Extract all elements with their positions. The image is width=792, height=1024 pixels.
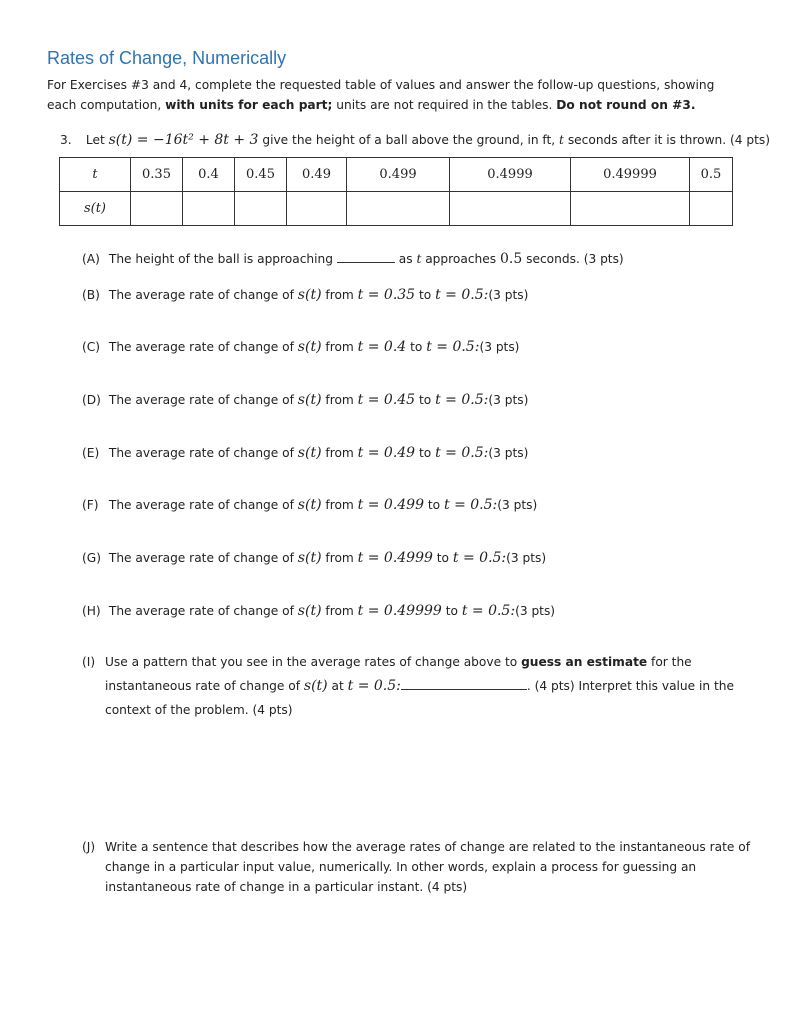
table-cell-input: 0.4999 bbox=[450, 158, 571, 192]
question-a-value: 0.5 bbox=[499, 251, 523, 267]
question-i bbox=[82, 650, 752, 722]
interval-end: t = 0.5: bbox=[435, 392, 489, 408]
interval-end: t = 0.5: bbox=[444, 497, 498, 513]
question-i-point: t = 0.5: bbox=[347, 678, 401, 694]
table-cell-input: 0.49999 bbox=[571, 158, 690, 192]
rate-prefix: The average rate of change of bbox=[108, 551, 294, 565]
question-i-body bbox=[105, 650, 752, 722]
instructions-text-1: For Exercises #3 and 4, complete the requested table of values and answer the follow-up questions, showing each computation, bbox=[47, 78, 715, 112]
question-j bbox=[82, 837, 752, 897]
interval-start: t = 0.4 bbox=[357, 339, 407, 355]
instructions-bold-1: with units for each part; bbox=[165, 98, 333, 112]
instructions-bold-2: Do not round on #3. bbox=[556, 98, 696, 112]
question-label: (E) bbox=[82, 446, 100, 460]
rate-prefix: The average rate of change of bbox=[108, 498, 294, 512]
question-e bbox=[82, 445, 528, 461]
question-a-approaches: approaches bbox=[425, 252, 497, 266]
table-header-s: s(t) bbox=[60, 192, 131, 226]
question-label: (B) bbox=[82, 288, 100, 302]
question-a-tail: seconds. (3 pts) bbox=[526, 252, 624, 266]
to-word: to bbox=[427, 498, 441, 512]
page-title: Rates of Change, Numerically bbox=[47, 48, 287, 68]
to-word: to bbox=[410, 340, 423, 354]
exercise-number: 3. bbox=[60, 133, 72, 147]
question-label: (I) bbox=[82, 655, 96, 669]
rate-prefix: The average rate of change of bbox=[108, 393, 294, 407]
question-c bbox=[82, 339, 519, 355]
interval-end: t = 0.5: bbox=[461, 603, 516, 619]
answer-blank[interactable] bbox=[401, 677, 527, 690]
height-formula: s(t) = −16t² + 8t + 3 bbox=[108, 132, 259, 148]
exercise-tail: seconds after it is thrown. (4 pts) bbox=[567, 133, 771, 147]
interval-start: t = 0.35 bbox=[357, 287, 416, 303]
table-cell-answer[interactable] bbox=[347, 192, 450, 226]
interval-start: t = 0.49999 bbox=[357, 603, 442, 619]
interval-start: t = 0.45 bbox=[357, 392, 416, 408]
question-b bbox=[82, 287, 528, 303]
table-cell-input: 0.45 bbox=[235, 158, 287, 192]
instructions-text-2: units are not required in the tables. bbox=[332, 98, 557, 112]
question-i-text-2: for the instantaneous rate of change of bbox=[105, 655, 692, 693]
function-name: s(t) bbox=[297, 445, 322, 461]
function-name: s(t) bbox=[297, 497, 322, 513]
table-cell-answer[interactable] bbox=[690, 192, 733, 226]
interval-start: t = 0.49 bbox=[357, 445, 416, 461]
points: (3 pts) bbox=[506, 551, 547, 565]
table-cell-answer[interactable] bbox=[450, 192, 571, 226]
rate-prefix: The average rate of change of bbox=[108, 446, 294, 460]
to-word: to bbox=[418, 446, 432, 460]
table-row-t bbox=[60, 158, 733, 192]
question-i-text-1: Use a pattern that you see in the average rates of change above to bbox=[105, 655, 522, 669]
interval-end: t = 0.5: bbox=[435, 445, 489, 461]
exercise-lead: Let bbox=[85, 133, 105, 147]
rate-prefix: The average rate of change of bbox=[108, 288, 294, 302]
table-cell-answer[interactable] bbox=[131, 192, 183, 226]
exercise-text: give the height of a ball above the ground, in ft, bbox=[262, 133, 556, 147]
rate-prefix: The average rate of change of bbox=[108, 340, 294, 354]
interval-end: t = 0.5: bbox=[435, 287, 489, 303]
table-cell-input: 0.4 bbox=[183, 158, 235, 192]
question-h bbox=[82, 603, 555, 619]
table-cell-answer[interactable] bbox=[183, 192, 235, 226]
question-a-as: as bbox=[398, 252, 413, 266]
to-word: to bbox=[436, 551, 450, 565]
table-cell-answer[interactable] bbox=[571, 192, 690, 226]
points: (3 pts) bbox=[479, 340, 520, 354]
to-word: to bbox=[445, 604, 458, 618]
from-word: from bbox=[325, 288, 354, 302]
points: (3 pts) bbox=[488, 393, 529, 407]
interval-end: t = 0.5: bbox=[426, 339, 480, 355]
points: (3 pts) bbox=[488, 446, 529, 460]
question-j-text: Write a sentence that describes how the average rates of change are related to the instantaneous rate of change in a particular input value, numerically. In other words, explain a process for guessing an instantaneous rate of change in a particular instant. (4 pts) bbox=[105, 840, 751, 894]
answer-blank[interactable] bbox=[337, 250, 395, 263]
function-name: s(t) bbox=[303, 678, 328, 694]
question-i-bold: guess an estimate bbox=[521, 655, 648, 669]
to-word: to bbox=[418, 393, 432, 407]
to-word: to bbox=[418, 288, 432, 302]
question-label: (A) bbox=[82, 252, 100, 266]
table-cell-input: 0.49 bbox=[287, 158, 347, 192]
question-label: (F) bbox=[82, 498, 99, 512]
question-label: (H) bbox=[82, 604, 101, 618]
table-cell-input: 0.35 bbox=[131, 158, 183, 192]
function-name: s(t) bbox=[297, 339, 322, 355]
question-i-at: at bbox=[331, 679, 344, 693]
from-word: from bbox=[325, 498, 354, 512]
table-cell-input: 0.5 bbox=[690, 158, 733, 192]
question-f bbox=[82, 497, 537, 513]
question-label: (G) bbox=[82, 551, 101, 565]
from-word: from bbox=[325, 393, 354, 407]
question-label: (J) bbox=[82, 840, 96, 854]
points: (3 pts) bbox=[515, 604, 556, 618]
table-cell-input: 0.499 bbox=[347, 158, 450, 192]
table-row-s bbox=[60, 192, 733, 226]
table-cell-answer[interactable] bbox=[235, 192, 287, 226]
function-name: s(t) bbox=[297, 392, 322, 408]
from-word: from bbox=[325, 340, 354, 354]
from-word: from bbox=[325, 446, 354, 460]
question-label: (C) bbox=[82, 340, 101, 354]
interval-start: t = 0.4999 bbox=[357, 550, 433, 566]
function-name: s(t) bbox=[297, 550, 322, 566]
function-name: s(t) bbox=[297, 603, 322, 619]
question-a bbox=[82, 250, 624, 267]
values-table bbox=[59, 157, 733, 226]
from-word: from bbox=[325, 551, 354, 565]
points: (3 pts) bbox=[497, 498, 538, 512]
function-name: s(t) bbox=[297, 287, 322, 303]
instructions bbox=[47, 75, 747, 115]
question-g bbox=[82, 550, 546, 566]
table-header-t: t bbox=[60, 158, 131, 192]
interval-end: t = 0.5: bbox=[452, 550, 507, 566]
question-a-text: The height of the ball is approaching bbox=[108, 252, 333, 266]
exercise-3-prompt bbox=[60, 132, 770, 148]
question-label: (D) bbox=[82, 393, 101, 407]
question-i-text-3: . (4 pts) Interpret this value in the context of the problem. (4 pts) bbox=[105, 679, 735, 717]
rate-prefix: The average rate of change of bbox=[108, 604, 294, 618]
exercise-variable: t bbox=[559, 133, 564, 147]
table-cell-answer[interactable] bbox=[287, 192, 347, 226]
points: (3 pts) bbox=[488, 288, 529, 302]
question-d bbox=[82, 392, 528, 408]
from-word: from bbox=[325, 604, 354, 618]
interval-start: t = 0.499 bbox=[357, 497, 424, 513]
question-a-var: t bbox=[416, 252, 422, 266]
